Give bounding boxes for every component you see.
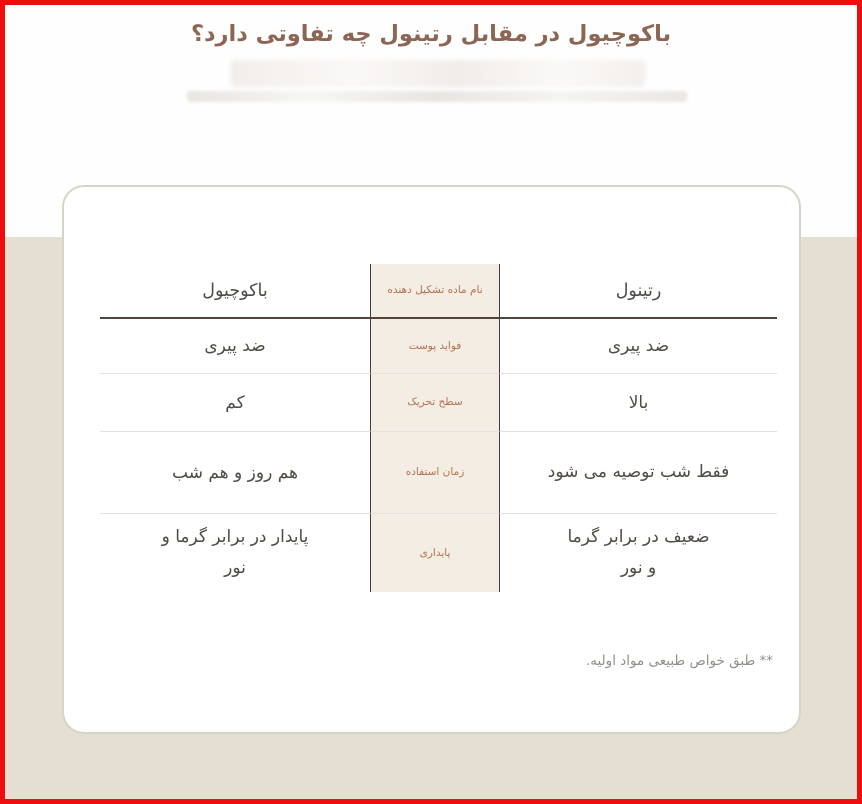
- skin-benefits-label: فواید پوست: [370, 319, 500, 374]
- bakuchiol-usage-time-cell: هم روز و هم شب: [100, 432, 370, 514]
- retinol-irritation-cell: بالا: [500, 374, 777, 432]
- retinol-usage-time-text: فقط شب توصیه می شود: [547, 462, 730, 482]
- bakuchiol-irritation-cell: کم: [100, 374, 370, 432]
- comparison-table: [100, 264, 777, 592]
- footnote: ** طبق خواص طبیعی مواد اولیه.: [585, 653, 773, 669]
- bakuchiol-skin-benefits-cell: ضد پیری: [100, 319, 370, 374]
- faded-ghost-text-line: [230, 60, 645, 87]
- comparison-card: [62, 185, 801, 734]
- page-title: باکوچیول در مقابل رتینول چه تفاوتی دارد؟: [190, 21, 672, 47]
- retinol-column-header: رتینول: [500, 264, 777, 319]
- faded-ghost-text-line: [187, 91, 687, 102]
- irritation-level-label: سطح تحریک: [370, 374, 500, 432]
- retinol-skin-benefits-cell: ضد پیری: [500, 319, 777, 374]
- usage-time-label: زمان استفاده: [370, 432, 500, 514]
- retinol-usage-time-cell: [500, 432, 777, 514]
- retinol-stability-cell: [500, 514, 777, 592]
- center-column-header: نام ماده تشکیل دهنده: [370, 264, 500, 319]
- stability-label: پایداری: [370, 514, 500, 592]
- bakuchiol-stability-text: پایدار در برابر گرما و نور: [161, 527, 309, 578]
- retinol-stability-text: ضعیف در برابر گرما و نور: [567, 527, 710, 578]
- bakuchiol-column-header: باکوچیول: [100, 264, 370, 319]
- bakuchiol-stability-cell: [100, 514, 370, 592]
